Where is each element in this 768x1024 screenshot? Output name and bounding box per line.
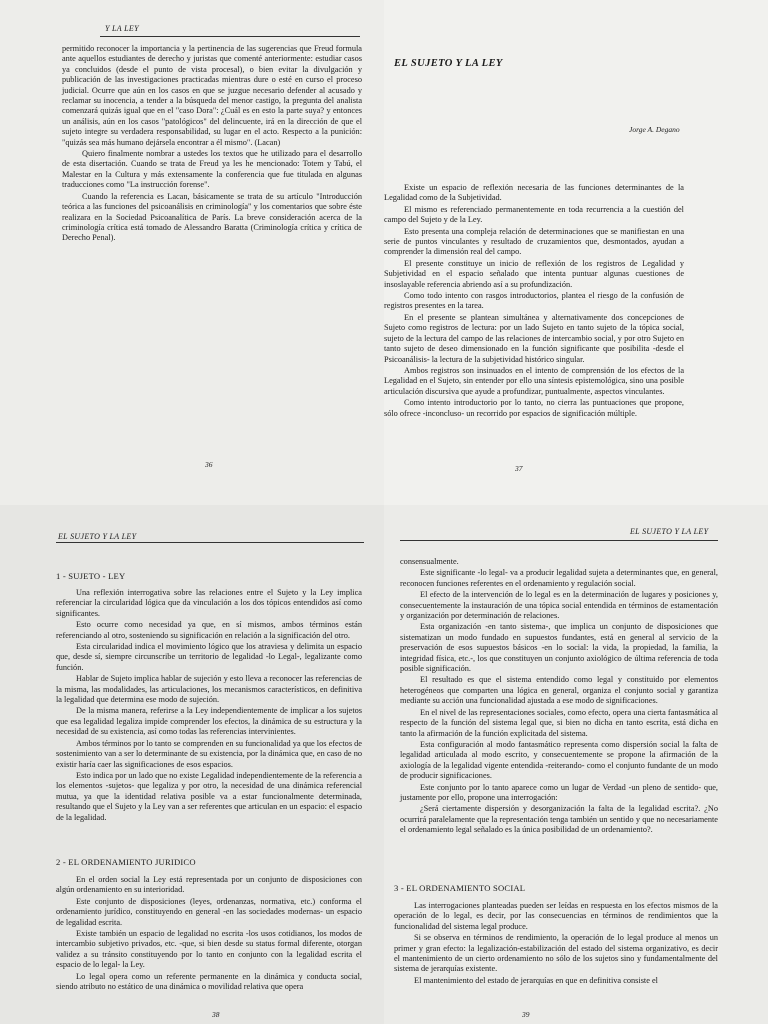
section-heading: 1 - SUJETO - LEY (56, 571, 126, 581)
paragraph: consensualmente. (400, 557, 459, 566)
section-heading: 3 - EL ORDENAMIENTO SOCIAL (394, 883, 526, 893)
paragraph: Ambos términos por lo tanto se comprenden en su funcionalidad ya que los efectos de sostenimiento van a ser lo determinante de su existencia, por la dinámica que, en caso de no existir haría caer las significaciones de esos espacios. (56, 738, 362, 769)
running-header: EL SUJETO Y LA LEY (630, 527, 709, 536)
paragraph: Este significante -lo legal- va a producir legalidad sujeta a determinantes que, en general, reconocen funciones referentes en el ordenamiento y regulación social. (400, 568, 718, 588)
page-number: 38 (212, 1010, 220, 1019)
paragraph: Este conjunto por lo tanto aparece como un lugar de Verdad -un pleno de sentido- que, justamente por ello, propone una interrogación: (400, 782, 718, 802)
paragraph: Ambos registros son insinuados en el intento de comprensión de los efectos de la Legalidad en el Sujeto, sin entender por ello una síntesis epistemológica, sino una posible articulación discursiva que ayude a profundizar, puntualmente, aspectos vinculantes. (384, 365, 684, 396)
header-rule (56, 542, 364, 543)
paragraph: El mismo es referenciado permanentemente en toda recurrencia a la cuestión del campo del Sujeto y de la Ley. (384, 204, 684, 225)
paragraph: Esta organización -en tanto sistema-, que implica un conjunto de disposiciones que sistematizan un modo fundado en supuestos fundantes, está en general al servicio de la preservación de esos supuestos básicos -en lo social: la vida, la propiedad, la familia, la integridad física, etc.-, los que constituyen un conjunto axiológico de última referencia de toda posible significación. (400, 622, 718, 674)
paragraph: El presente constituye un inicio de reflexión de los registros de Legalidad y Subjetividad en el espacio señalado que intenta puntuar algunas cuestiones de insoslayable referencia abriendo así a su profundización. (384, 258, 684, 289)
page-number: 37 (515, 464, 523, 473)
paragraph: Esta circularidad indica el movimiento lógico que los atraviesa y delimita un espacio que, desde sí, siempre circunscribe un territorio de legalidad -lo Legal-, legalizante como función. (56, 642, 362, 672)
page-37 (384, 0, 768, 505)
text-block (56, 875, 362, 993)
running-header: EL SUJETO Y LA LEY (58, 532, 137, 541)
paragraph: Si se observa en términos de rendimiento, la operación de lo legal produce al menos un primer y gran efecto: la legalización-estabilización del estado del sistema organizativo, es decir el mantenimiento de un cierto ordenamiento no sólo de los sujetos sino y fundamentalmente del sistema de jerarquías existente. (394, 933, 718, 974)
paragraph: permitido reconocer la importancia y la pertinencia de las sugerencias que Freud formula ante aquellos estudiantes de derecho y juristas que comenté anteriormente: estudiar casos ya concluidos (desde el punto de vista procesal), o bien evitar la divulgación y publicación de las investigaciones practicadas mientras dure o esté en curso el proceso judicial. Ocurre que aún en los casos en que se juzgue necesario defender al acusado y reclamar su inocencia, a tender a la búsqueda del menor castigo, la pregunta del analista comenzará quizás igual que en el "caso Dora": ¿Cuál es en esto la parte suya? y entonces un análisis, aún en los casos "patológicos" del delincuente, irá en la dirección de que el sujeto integre su verdadera responsabilidad, su lugar en el acto. Respecto a la punición: "quizás sea más humano dejársela encontrar a él mismo". (Lacan) (62, 44, 362, 147)
paragraph: En el presente se plantean simultánea y alternativamente dos concepciones de Sujeto como registros de lectura: por un lado Sujeto en tanto sujeto de la tópica social, sujeto de la lectura del campo de las relaciones de intercambio social, y por otro Sujeto en tanto sujeto de deseo dimensionado en la función significante que posibilita -desde el Psicoanálisis- la lectura de la subjetividad histórico singular. (384, 312, 684, 364)
header-rule (100, 36, 360, 37)
page-38 (0, 505, 384, 1024)
paragraph: El efecto de la intervención de lo legal es en la determinación de lugares y posiciones y, consecuentemente la instauración de una tópica social entendida en términos de estamentación y organización por determinación de relaciones. (400, 590, 718, 621)
paragraph: Quiero finalmente nombrar a ustedes los textos que he utilizado para el desarrollo de esta disertación. Cuando se trata de Freud ya les he mencionado: Totem y Tabú, el Malestar en la Cultura y más extensamente la conferencia que fue titulada en algunas traducciones como "La instrucción forense". (62, 149, 362, 190)
paragraph: Existe también un espacio de legalidad no escrita -los usos cotidianos, los modos de intercambio subjetivo privados, etc. -que, si bien desde su status formal diferente, otorgan validez a su tránsito constituyendo por lo tanto en conjunto con la legalidad escrita el espacio de lo legal- la Ley. (56, 929, 362, 970)
paragraph: Esto ocurre como necesidad ya que, en sí mismos, ambos términos están referenciando al otro, sosteniendo su significación en relación a la significación del otro. (56, 620, 362, 640)
paragraph: Una reflexión interrogativa sobre las relaciones entre el Sujeto y la Ley implica referenciar la circularidad lógica que da vinculación a los dos tópicos entendidos así como significantes. (56, 588, 362, 618)
running-header: Y LA LEY (105, 24, 139, 33)
paragraph: ¿Será ciertamente dispersión y desorganización la falta de la legalidad escrita?. ¿No ocurrirá paralelamente que la representación tenga también un sentido y que no necesariamente el ordenamiento legal señalado es la única posibilidad de un ordenamiento?. (400, 804, 718, 835)
page-39 (384, 505, 768, 1024)
text-block (394, 901, 718, 987)
paragraph: En el orden social la Ley está representada por un conjunto de disposiciones con algún ordenamiento en su interioridad. (56, 875, 362, 895)
text-block (400, 557, 718, 837)
paragraph: Cuando la referencia es Lacan, básicamente se trata de su artículo "Introducción teórica a las funciones del psicoanálisis en criminología" y los comentarios que sobre éste realizara en la Sociedad Psicoanalítica de París. La breve consideración acerca de la criminología crítica está tomado de Alessandro Baratta (Criminología crítica y crítica de Derecho Penal). (62, 191, 362, 243)
text-block (384, 183, 684, 420)
paragraph: Hablar de Sujeto implica hablar de sujeción y esto lleva a reconocer las referencias de la misma, las modalidades, las articulaciones, los mecanismos característicos, en definitiva la legalidad que determina ese modo de sujeción. (56, 674, 362, 705)
paragraph: Esto indica por un lado que no existe Legalidad independientemente de la referencia a los elementos -sujetos- que legaliza y por otro, la necesidad de una dinámica referencial mutua, ya que la identidad relativa posible va a estar funcionalmente determinada, resultando que el Sujeto y la Ley van a ser referentes que articulan en un espacio: el espacio de la legalidad. (56, 770, 362, 822)
paragraph: Las interrogaciones planteadas pueden ser leídas en respuesta en los efectos mismos de la operación de lo legal, es decir, por las consecuencias en términos de rendimientos que la funcionalidad del sistema legal produce. (394, 901, 718, 931)
section-heading: 2 - EL ORDENAMIENTO JURIDICO (56, 857, 196, 867)
paragraph: Existe un espacio de reflexión necesaria de las funciones determinantes de la Legalidad como de la Subjetividad. (384, 183, 684, 203)
page-number: 36 (205, 460, 213, 469)
header-rule (400, 540, 718, 541)
paragraph: Esta configuración al modo fantasmático representa como dispersión social la falta de legalidad articulada al modo escrito, y consecuentemente se propone la afirmación de la axiología de la legalidad vigente entendida -reiterando- como el conjunto fundante de un modo de producir significaciones. (400, 739, 718, 781)
paragraph: Como intento introductorio por lo tanto, no cierra las puntuaciones que propone, sólo ofrece -inconcluso- un recorrido por espacios de significación múltiple. (384, 398, 684, 418)
paragraph: Este conjunto de disposiciones (leyes, ordenanzas, normativa, etc.) conforma el ordenamiento jurídico, constituyendo en general -en las sociedades modernas- un espacio de legalidad escrita. (56, 896, 362, 927)
paragraph: En el nivel de las representaciones sociales, como efecto, opera una cierta fantasmática al respecto de la función del sistema legal que, si bien no dicha en tanto escrita, está dicha en tanto la afirmación de la función explicitada del sistema. (400, 707, 718, 738)
chapter-title: EL SUJETO Y LA LEY (394, 58, 503, 69)
text-block (62, 44, 362, 245)
paragraph: El mantenimiento del estado de jerarquías en que en definitiva consiste el (414, 975, 658, 985)
text-block (56, 588, 362, 824)
paragraph: Como todo intento con rasgos introductorios, plantea el riesgo de la confusión de registros presentes en la tarea. (384, 291, 684, 311)
paragraph: Esto presenta una compleja relación de determinaciones que se manifiestan en una serie de puntos vinculantes y resultado de cruzamientos que, desmontados, ayudan a comprender la dimensión real del campo. (384, 226, 684, 257)
author-name: Jorge A. Degano (629, 125, 680, 134)
paragraph: De la misma manera, referirse a la Ley independientemente de implicar a los sujetos que esa legalidad legaliza impide comprender los efectos, la dinámica de su estructura y la necesidad de su existencia, así como todas las referencias intervinientes. (56, 706, 362, 737)
page-36 (0, 0, 384, 505)
paragraph: Lo legal opera como un referente permanente en la dinámica y conducta social, siendo atributo no estático de una dinámica o movilidad relativa que opera (56, 971, 362, 992)
paragraph: El resultado es que el sistema entendido como legal y constituido por elementos heterogéneos que comparten una lógica en general, organiza el conjunto social y garantiza mediante su acción una funcionalidad ajustada a ese modo de significaciones. (400, 675, 718, 706)
page-number: 39 (522, 1010, 530, 1019)
